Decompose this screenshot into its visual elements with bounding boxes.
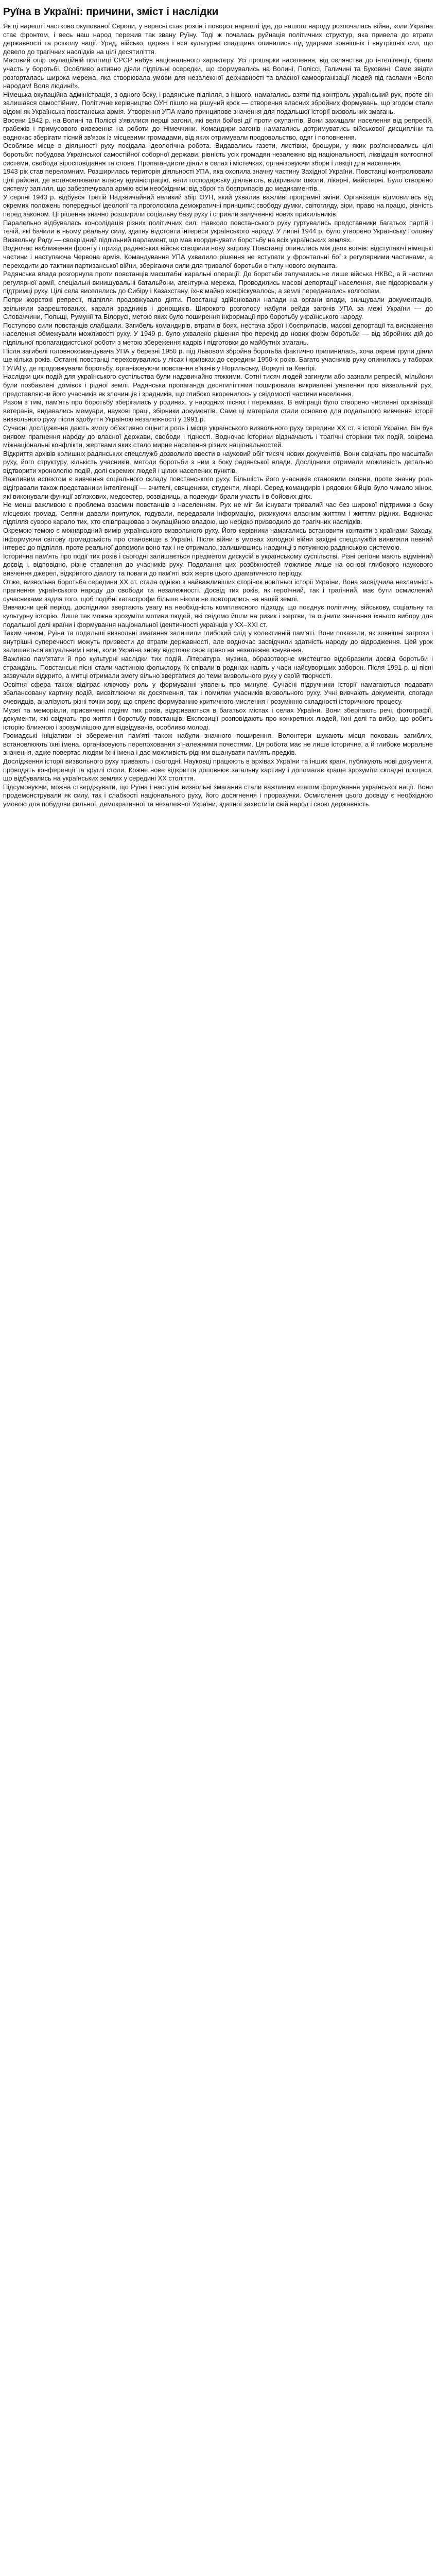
paragraph: Водночас наближення фронту і прихід радянських військ створили нову загрозу. Повстанці опинились між двох вогнів: відступаючі німецькі частини і наступаюча Червона армія. Командування УПА ухвалило рішення не вступати у фронтальні бої з регулярними частинами, а переходити до тактики партизанської війни, зберігаючи сили для тривалої боротьби в тилу нового окупанта. (3, 244, 433, 269)
paragraph: У серпні 1943 р. відбувся Третій Надзвичайний великий збір ОУН, який ухвалив важливі програмні зміни. Організація відмовилась від окремих положень попередньої ідеології та проголосила демократичні принципи: свободу думки, світогляду, віри, право на працю, рівність перед законом. Ці рішення значно розширили соціальну базу руху і сприяли залученню нових прихильників. (3, 193, 433, 218)
paragraph: Музеї та меморіали, присвячені подіям тих років, відкриваються в багатьох містах і селах України. Вони зберігають речі, фотографії, документи, які свідчать про життя і боротьбу повстанців. Експозиції розповідають про конкретних людей, їхні долі та вибір, що робить історію ближчою і зрозумілішою для відвідувачів, особливо молоді. (3, 706, 433, 731)
paragraph: Важливим аспектом є вивчення соціального складу повстанського руху. Більшість його учасників становили селяни, проте значну роль відігравали також представники інтелігенції — вчителі, священики, студенти, лікарі. Серед командирів і рядових бійців було чимало жінок, які виконували функції зв'язкових, медсестер, розвідниць, а подекуди брали участь і в бойових діях. (3, 475, 433, 500)
paragraph: Громадські ініціативи зі збереження пам'яті також набули значного поширення. Волонтери шукають місця поховань загиблих, встановлюють їхні імена, організовують перепоховання з належними почестями. Ця робота має не лише історичне, а й глибоке моральне значення, адже повертає людям їхні імена і дає можливість рідним вшанувати пам'ять предків. (3, 732, 433, 757)
paragraph: 1943 рік став переломним. Розширилась територія діяльності УПА, яка охопила значну частину Західної України. Повстанці контролювали цілі райони, де встановлювали власну адміністрацію, вели господарську діяльність, відкривали школи, лікарні, майстерні. Було створено систему запілля, що забезпечувала армію всім необхідним: від зброї та боєприпасів до медикаментів. (3, 167, 433, 193)
paragraph: Наслідки цих подій для українського суспільства були надзвичайно тяжкими. Сотні тисяч людей загинули або зазнали репресій, мільйони були позбавлені домівок і рідної землі. Радянська пропаганда десятиліттями поширювала викривлені уявлення про визвольний рух, представляючи його учасників як злочинців і зрадників, що глибоко вкоренилось у свідомості частини населення. (3, 372, 433, 398)
paragraph: Восени 1942 р. на Волині та Поліссі з'явилися перші загони, які вели бойові дії проти окупантів. Вони захищали населення від репресій, грабежів і примусового вивезення на роботи до Німеччини. Командири загонів намагались дотримуватись військової дисципліни та водночас зберігати тісний зв'язок із місцевими громадами, від яких отримували продовольство, одяг і поповнення. (3, 116, 433, 141)
paragraph: Поступово сили повстанців слабшали. Загибель командирів, втрати в боях, нестача зброї і боєприпасів, масові депортації та виснаження населення обмежували можливості руху. У 1949 р. було ухвалено рішення про перехід до нових форм боротьби — від збройних дій до підпільної пропагандистської роботи з метою збереження кадрів і підготовки до майбутніх змагань. (3, 321, 433, 346)
paragraph: Як ці нарешті частково окупованої Європи, у вересні стає розгін і поворот нарешті іде, до нашого народу розпочалась війна, коли Україна стає фронтом, і весь наш народ пережив так звану Руїну. Тоді ж почалась руйнація політичних структур, яка привела до втрати державності та розколу нації. Уряд, військо, церква і вся культурна спадщина опинились під ударами зовнішніх і внутрішніх сил, що довело до трагічних наслідків на цілі десятиліття. (3, 22, 433, 56)
paragraph: Сучасні дослідження дають змогу об'єктивно оцінити роль і місце українського визвольного руху середини XX ст. в історії України. Він був виявом прагнення народу до власної держави, свободи і гідності. Водночас історики відзначають і трагічні сторінки тих подій, зокрема міжнаціональні конфлікти, жертвами яких стало мирне населення різних національностей. (3, 423, 433, 449)
paragraph: Масовий опір окупаційній політиці СРСР набув національного характеру. Усі прошарки населення, від селянства до інтелігенції, брали участь у боротьбі. Особливо активно діяли підпільні осередки, що формувались на Волині, Поліссі, Галичині та Буковині. Саме звідти розгорталась широка мережа, яка створювала умови для незалежної державності та власної самоорганізації людей під гаслами «Воля народам! Воля людині!». (3, 56, 433, 90)
paragraph: Паралельно відбувалась консолідація різних політичних сил. Навколо повстанського руху гуртувались представники багатьох партій і течій, які бачили в ньому реальну силу, здатну відстояти інтереси українського народу. У липні 1944 р. було утворено Українську Головну Визвольну Раду — своєрідний підпільний парламент, що мав координувати боротьбу на всіх українських землях. (3, 218, 433, 244)
paragraph: Важливо пам'ятати й про культурні наслідки тих подій. Література, музика, образотворче мистецтво відобразили досвід боротьби і страждань. Повстанські пісні стали частиною фольклору, їх співали в родинах навіть у часи найсуворіших заборон. Після 1991 р. ці пісні зазвучали відкрито, а митці отримали змогу вільно звертатися до теми визвольного руху у своїй творчості. (3, 654, 433, 680)
paragraph: Освітня сфера також відіграє ключову роль у формуванні уявлень про минуле. Сучасні підручники історії намагаються подавати збалансовану картину подій, висвітлюючи як досягнення, так і помилки учасників визвольного руху. Учні вивчають документи, спогади очевидців, аналізують різні точки зору, що сприяє формуванню критичного мислення і розумінню складності історичного процесу. (3, 680, 433, 705)
paragraph: Не менш важливою є проблема взаємин повстанців з населенням. Рух не міг би існувати тривалий час без широкої підтримки з боку місцевих громад. Селяни давали притулок, годували, передавали інформацію, ризикуючи власним життям і життям рідних. Водночас підпілля суворо карало тих, хто співпрацював з окупаційною владою, що нерідко призводило до трагічних наслідків. (3, 501, 433, 526)
paragraph: Отже, визвольна боротьба середини XX ст. стала однією з найважливіших сторінок новітньої історії України. Вона засвідчила незламність прагнення українського народу до свободи та незалежності. Досвід тих років, як героїчний, так і трагічний, має бути осмислений сучасниками задля того, щоб подібні катастрофи більше ніколи не повторились на нашій землі. (3, 578, 433, 603)
paragraph: Відкриття архівів колишніх радянських спецслужб дозволило ввести в науковий обіг тисячі нових документів. Вони свідчать про масштаби руху, його структуру, кількість учасників, методи боротьби з ним з боку радянської влади. Дослідники отримали можливість детально відтворити хронологію подій, долі окремих людей і цілих населених пунктів. (3, 449, 433, 474)
paragraph: Після загибелі головнокомандувача УПА у березні 1950 р. під Львовом збройна боротьба фактично припинилась, хоча окремі групи діяли ще кілька років. Останні повстанці переховувались у лісах і криївках до середини 1950-х років. Багато учасників руху опинились у таборах ГУЛАГу, де продовжували боротьбу, організовуючи повстання в'язнів у Норильську, Воркуті та Кенгірі. (3, 347, 433, 372)
paragraph: Окремою темою є міжнародний вимір українського визвольного руху. Його керівники намагались встановити контакти з країнами Заходу, інформуючи світову громадськість про становище в Україні. Після війни в умовах холодної війни західні спецслужби виявляли певний інтерес до підпілля, проте реальної допомоги воно так і не отримало, залишившись наодинці з потужною радянською системою. (3, 527, 433, 552)
paragraph: Німецька окупаційна адміністрація, з одного боку, і радянське підпілля, з іншого, намагались взяти під контроль український рух, проте він залишався самостійним. Політичне керівництво ОУН пішло на рішучий крок — створення власних збройних формувань, що згодом стали відомі як Українська повстанська армія. Утворення УПА мало принципове значення для подальшої історії визвольних змагань. (3, 90, 433, 115)
paragraph: Історична пам'ять про події тих років і сьогодні залишається предметом дискусій в українському суспільстві. Різні регіони мають відмінний досвід і, відповідно, різне ставлення до учасників руху. Подолання цих розбіжностей можливе лише на основі глибокого наукового вивчення джерел, відкритого діалогу та поваги до пам'яті всіх жертв цього драматичного періоду. (3, 552, 433, 577)
article-body (3, 22, 433, 809)
paragraph: Попри жорстокі репресії, підпілля продовжувало діяти. Повстанці здійснювали напади на органи влади, знищували документацію, звільняли заарештованих, карали зрадників і донощиків. Широкого розголосу набули рейди загонів УПА за межі України — до Словаччини, Польщі, Румунії та Білорусі, метою яких було поширення інформації про боротьбу українського народу. (3, 296, 433, 321)
paragraph: Вивчаючи цей період, дослідники звертають увагу на необхідність комплексного підходу, що поєднує політичну, військову, соціальну та культурну історію. Лише так можна зрозуміти мотиви людей, які свідомо йшли на ризик і жертви, та оцінити значення їхнього вибору для подальшої долі країни і формування національної ідентичності українців у XX–XXI ст. (3, 603, 433, 629)
paragraph: Радянська влада розгорнула проти повстанців масштабні каральні операції. До боротьби залучались не лише війська НКВС, а й частини регулярної армії, спеціальні винищувальні батальйони, агентурна мережа. Проводились масові депортації населення, яке підозрювали у підтримці руху. Цілі села виселялись до Сибіру і Казахстану, їхнє майно конфіскувалось, а землі передавались колгоспам. (3, 270, 433, 295)
paragraph: Разом з тим, пам'ять про боротьбу зберігалась у родинах, у народних піснях і переказах. В еміграції було створено численні організації ветеранів, видавались мемуари, наукові праці, збірники документів. Саме ці матеріали стали основою для подальшого вивчення історії визвольного руху після здобуття Україною незалежності у 1991 р. (3, 398, 433, 423)
paragraph: Таким чином, Руїна та подальші визвольні змагання залишили глибокий слід у колективній пам'яті. Вони показали, як зовнішні загрози і внутрішні суперечності можуть призвести до втрати державності, але водночас засвідчили здатність народу до відродження. Цей урок залишається актуальним і нині, коли Україна знову відстоює своє право на незалежне існування. (3, 629, 433, 654)
paragraph: Підсумовуючи, можна стверджувати, що Руїна і наступні визвольні змагання стали важливим етапом формування української нації. Вони продемонстрували як силу, так і слабкості національного руху, його досягнення і прорахунки. Осмислення цього досвіду є необхідною умовою для побудови сильної, демократичної та незалежної України, здатної захистити свій народ і свою державність. (3, 783, 433, 808)
article-title: Руїна в Україні: причини, зміст і наслідки (3, 6, 219, 18)
paragraph: Дослідження історії визвольного руху тривають і сьогодні. Науковці працюють в архівах України та інших країн, публікують нові документи, проводять конференції та круглі столи. Кожне нове відкриття доповнює загальну картину і допомагає краще зрозуміти складні процеси, що відбувались на українських землях у середині XX століття. (3, 757, 433, 783)
paragraph: Особливе місце в діяльності руху посідала ідеологічна робота. Видавались газети, листівки, брошури, у яких роз'яснювались цілі боротьби: побудова Української самостійної соборної держави, рівність усіх громадян незалежно від національності, ліквідація колгоспної системи, свобода віросповідання та слова. Пропагандисти діяли в селах і містечках, організовуючи збори і лекції для населення. (3, 142, 433, 167)
